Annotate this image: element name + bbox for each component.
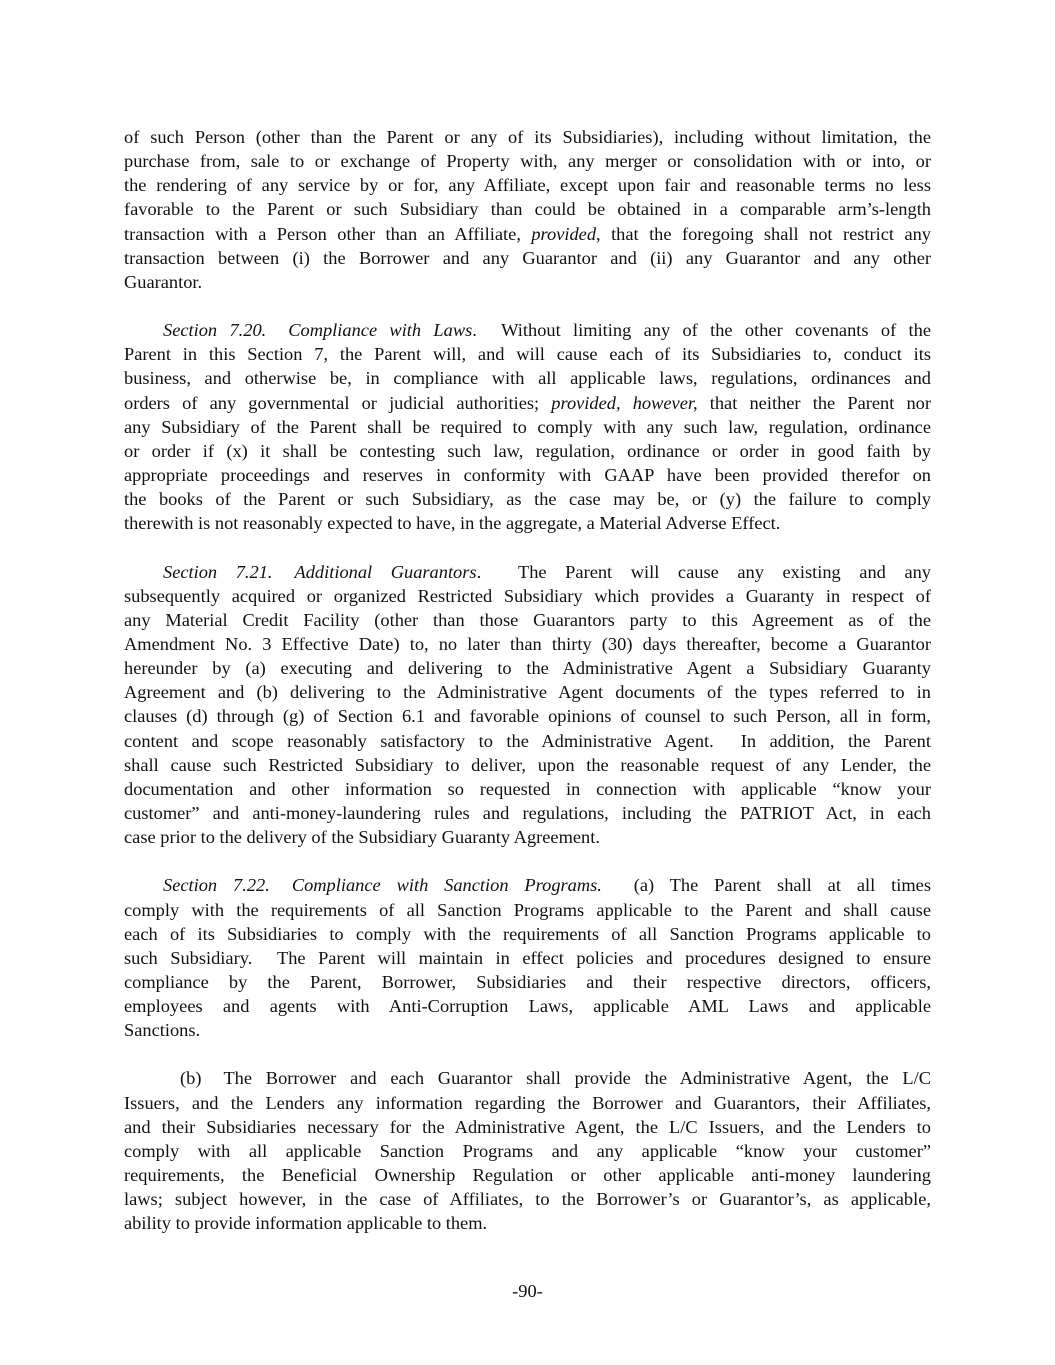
text-line <box>124 270 931 294</box>
text-segment: any Subsidiary of the Parent shall be required to comply with any such law, regulation, ordinance <box>124 416 931 437</box>
italic-text: Additional Guarantors <box>294 561 477 582</box>
text-segment: favorable to the Parent or such Subsidiary than could be obtained in a comparable arm’s-length <box>124 199 931 220</box>
text-segment: customer” and anti-money-laundering rules and regulations, including the PATRIOT Act, in each <box>124 802 931 823</box>
text-segment: of such Person (other than the Parent or any of its Subsidiaries), including without limitation, the <box>124 127 931 147</box>
text-line <box>124 439 931 463</box>
paragraph <box>124 560 931 850</box>
text-line <box>124 1115 931 1139</box>
text-line <box>124 777 931 801</box>
text-segment: Sanctions. <box>124 1020 201 1041</box>
paragraph <box>124 1066 931 1235</box>
text-segment: subsequently acquired or organized Restricted Subsidiary which provides a Guaranty in respect of <box>124 585 931 606</box>
text-segment: and their Subsidiaries necessary for the Administrative Agent, the L/C Issuers, and the Lenders to <box>124 1116 931 1137</box>
text-segment: purchase from, sale to or exchange of Property with, any merger or consolidation with or into, or <box>124 151 931 172</box>
text-segment: requirements, the Beneficial Ownership Regulation or other applicable anti-money laundering <box>124 1165 931 1186</box>
text-segment: such Subsidiary. The Parent will maintain in effect policies and procedures designed to ensure <box>124 947 931 968</box>
text-segment: ability to provide information applicable to them. <box>124 1213 488 1234</box>
text-segment: each of its Subsidiaries to comply with the requirements of all Sanction Programs applicable to <box>124 923 931 944</box>
text-segment: (a) The Parent shall at all times <box>601 875 931 896</box>
italic-text: Compliance with Laws <box>288 320 473 341</box>
text-segment: case prior to the delivery of the Subsidiary Guaranty Agreement. <box>124 827 600 848</box>
text-line <box>124 318 931 342</box>
text-line <box>124 753 931 777</box>
text-line <box>124 922 931 946</box>
document-body <box>124 125 931 1260</box>
text-segment: or order if (x) it shall be contesting such law, regulation, ordinance or order in good faith by <box>124 440 931 461</box>
text-line <box>124 632 931 656</box>
text-segment: compliance by the Parent, Borrower, Subsidiaries and their respective directors, officers, <box>124 971 931 992</box>
italic-text: Section 7.22. <box>163 875 270 896</box>
text-line <box>124 1066 931 1090</box>
text-line <box>124 487 931 511</box>
text-segment: (b) <box>180 1068 202 1089</box>
text-line <box>124 584 931 608</box>
text-line <box>124 1139 931 1163</box>
text-line <box>124 1018 931 1042</box>
text-line <box>124 825 931 849</box>
text-line <box>124 246 931 270</box>
paragraph <box>124 873 931 1042</box>
text-line <box>124 173 931 197</box>
italic-text: Compliance with Sanction Programs. <box>291 875 602 896</box>
text-line <box>124 729 931 753</box>
text-segment: therewith is not reasonably expected to have, in the aggregate, a Material Adverse Effect. <box>124 513 781 534</box>
text-segment: transaction between (i) the Borrower and any Guarantor and (ii) any Guarantor and any other <box>124 247 931 268</box>
italic-text: Section 7.21. <box>163 561 273 582</box>
text-segment: any Material Credit Facility (other than those Guarantors party to this Agreement as of the <box>124 609 931 630</box>
text-segment: employees and agents with Anti-Corruption Laws, applicable AML Laws and applicable <box>124 996 931 1017</box>
text-segment: Parent in this Section 7, the Parent will, and will cause each of its Subsidiaries to, conduct its <box>124 344 931 365</box>
paragraph <box>124 318 931 535</box>
text-line <box>124 946 931 970</box>
text-line <box>124 366 931 390</box>
text-line <box>124 1163 931 1187</box>
text-line <box>124 1211 931 1235</box>
text-segment: . The Parent will cause any existing and any <box>476 561 931 582</box>
text-segment: clauses (d) through (g) of Section 6.1 and favorable opinions of counsel to such Person, all in form, <box>124 706 931 727</box>
text-segment: hereunder by (a) executing and delivering to the Administrative Agent a Subsidiary Guaranty <box>124 658 931 679</box>
text-line <box>124 656 931 680</box>
text-line <box>124 704 931 728</box>
text-segment: Amendment No. 3 Effective Date) to, no later than thirty (30) days thereafter, become a Guarantor <box>124 633 931 654</box>
text-segment: comply with all applicable Sanction Programs and any applicable “know your customer” <box>124 1140 931 1161</box>
text-segment: Issuers, and the Lenders any information regarding the Borrower and Guarantors, their Affiliates, <box>124 1092 931 1113</box>
text-line <box>124 994 931 1018</box>
text-segment: Guarantor. <box>124 271 203 292</box>
text-line <box>124 1187 931 1211</box>
italic-text: provided <box>531 223 597 244</box>
text-segment: laws; subject however, in the case of Affiliates, to the Borrower’s or Guarantor’s, as applicable, <box>124 1189 931 1210</box>
text-line <box>124 873 931 897</box>
paragraph <box>124 125 931 294</box>
text-line <box>124 1091 931 1115</box>
page-number: -90- <box>512 1281 543 1301</box>
text-segment: shall cause such Restricted Subsidiary to deliver, upon the reasonable request of any Lender, the <box>124 754 931 775</box>
text-segment: Agreement and (b) delivering to the Administrative Agent documents of the types referred to in <box>124 682 931 703</box>
text-line <box>124 222 931 246</box>
text-line <box>124 511 931 535</box>
text-line <box>124 680 931 704</box>
text-line <box>124 391 931 415</box>
text-line <box>124 197 931 221</box>
text-segment: the rendering of any service by or for, any Affiliate, except upon fair and reasonable terms no less <box>124 175 931 196</box>
text-segment: appropriate proceedings and reserves in conformity with GAAP have been provided therefor on <box>124 464 931 485</box>
text-segment: the books of the Parent or such Subsidiary, as the case may be, or (y) the failure to comply <box>124 489 931 510</box>
text-line <box>124 125 931 149</box>
italic-text: provided, however, <box>551 392 698 413</box>
text-segment: The Borrower and each Guarantor shall provide the Administrative Agent, the L/C <box>223 1068 931 1089</box>
text-line <box>124 463 931 487</box>
text-segment: . Without limiting any of the other covenants of the <box>472 320 931 341</box>
text-line <box>124 342 931 366</box>
text-line <box>124 149 931 173</box>
text-line <box>124 801 931 825</box>
text-segment: , that the foregoing shall not restrict any <box>596 223 931 244</box>
text-line <box>124 560 931 584</box>
text-segment: content and scope reasonably satisfactory to the Administrative Agent. In addition, the Parent <box>124 730 931 751</box>
text-segment: business, and otherwise be, in compliance with all applicable laws, regulations, ordinances and <box>124 368 931 389</box>
text-line <box>124 970 931 994</box>
italic-text: Section 7.20. <box>163 320 267 341</box>
text-line <box>124 898 931 922</box>
text-segment: that neither the Parent nor <box>697 392 931 413</box>
text-line <box>124 415 931 439</box>
text-line <box>124 608 931 632</box>
text-segment: documentation and other information so requested in connection with applicable “know your <box>124 778 931 799</box>
text-segment: transaction with a Person other than an Affiliate, <box>124 223 532 244</box>
text-segment: comply with the requirements of all Sanction Programs applicable to the Parent and shall cause <box>124 899 931 920</box>
text-segment: orders of any governmental or judicial authorities; <box>124 392 552 413</box>
